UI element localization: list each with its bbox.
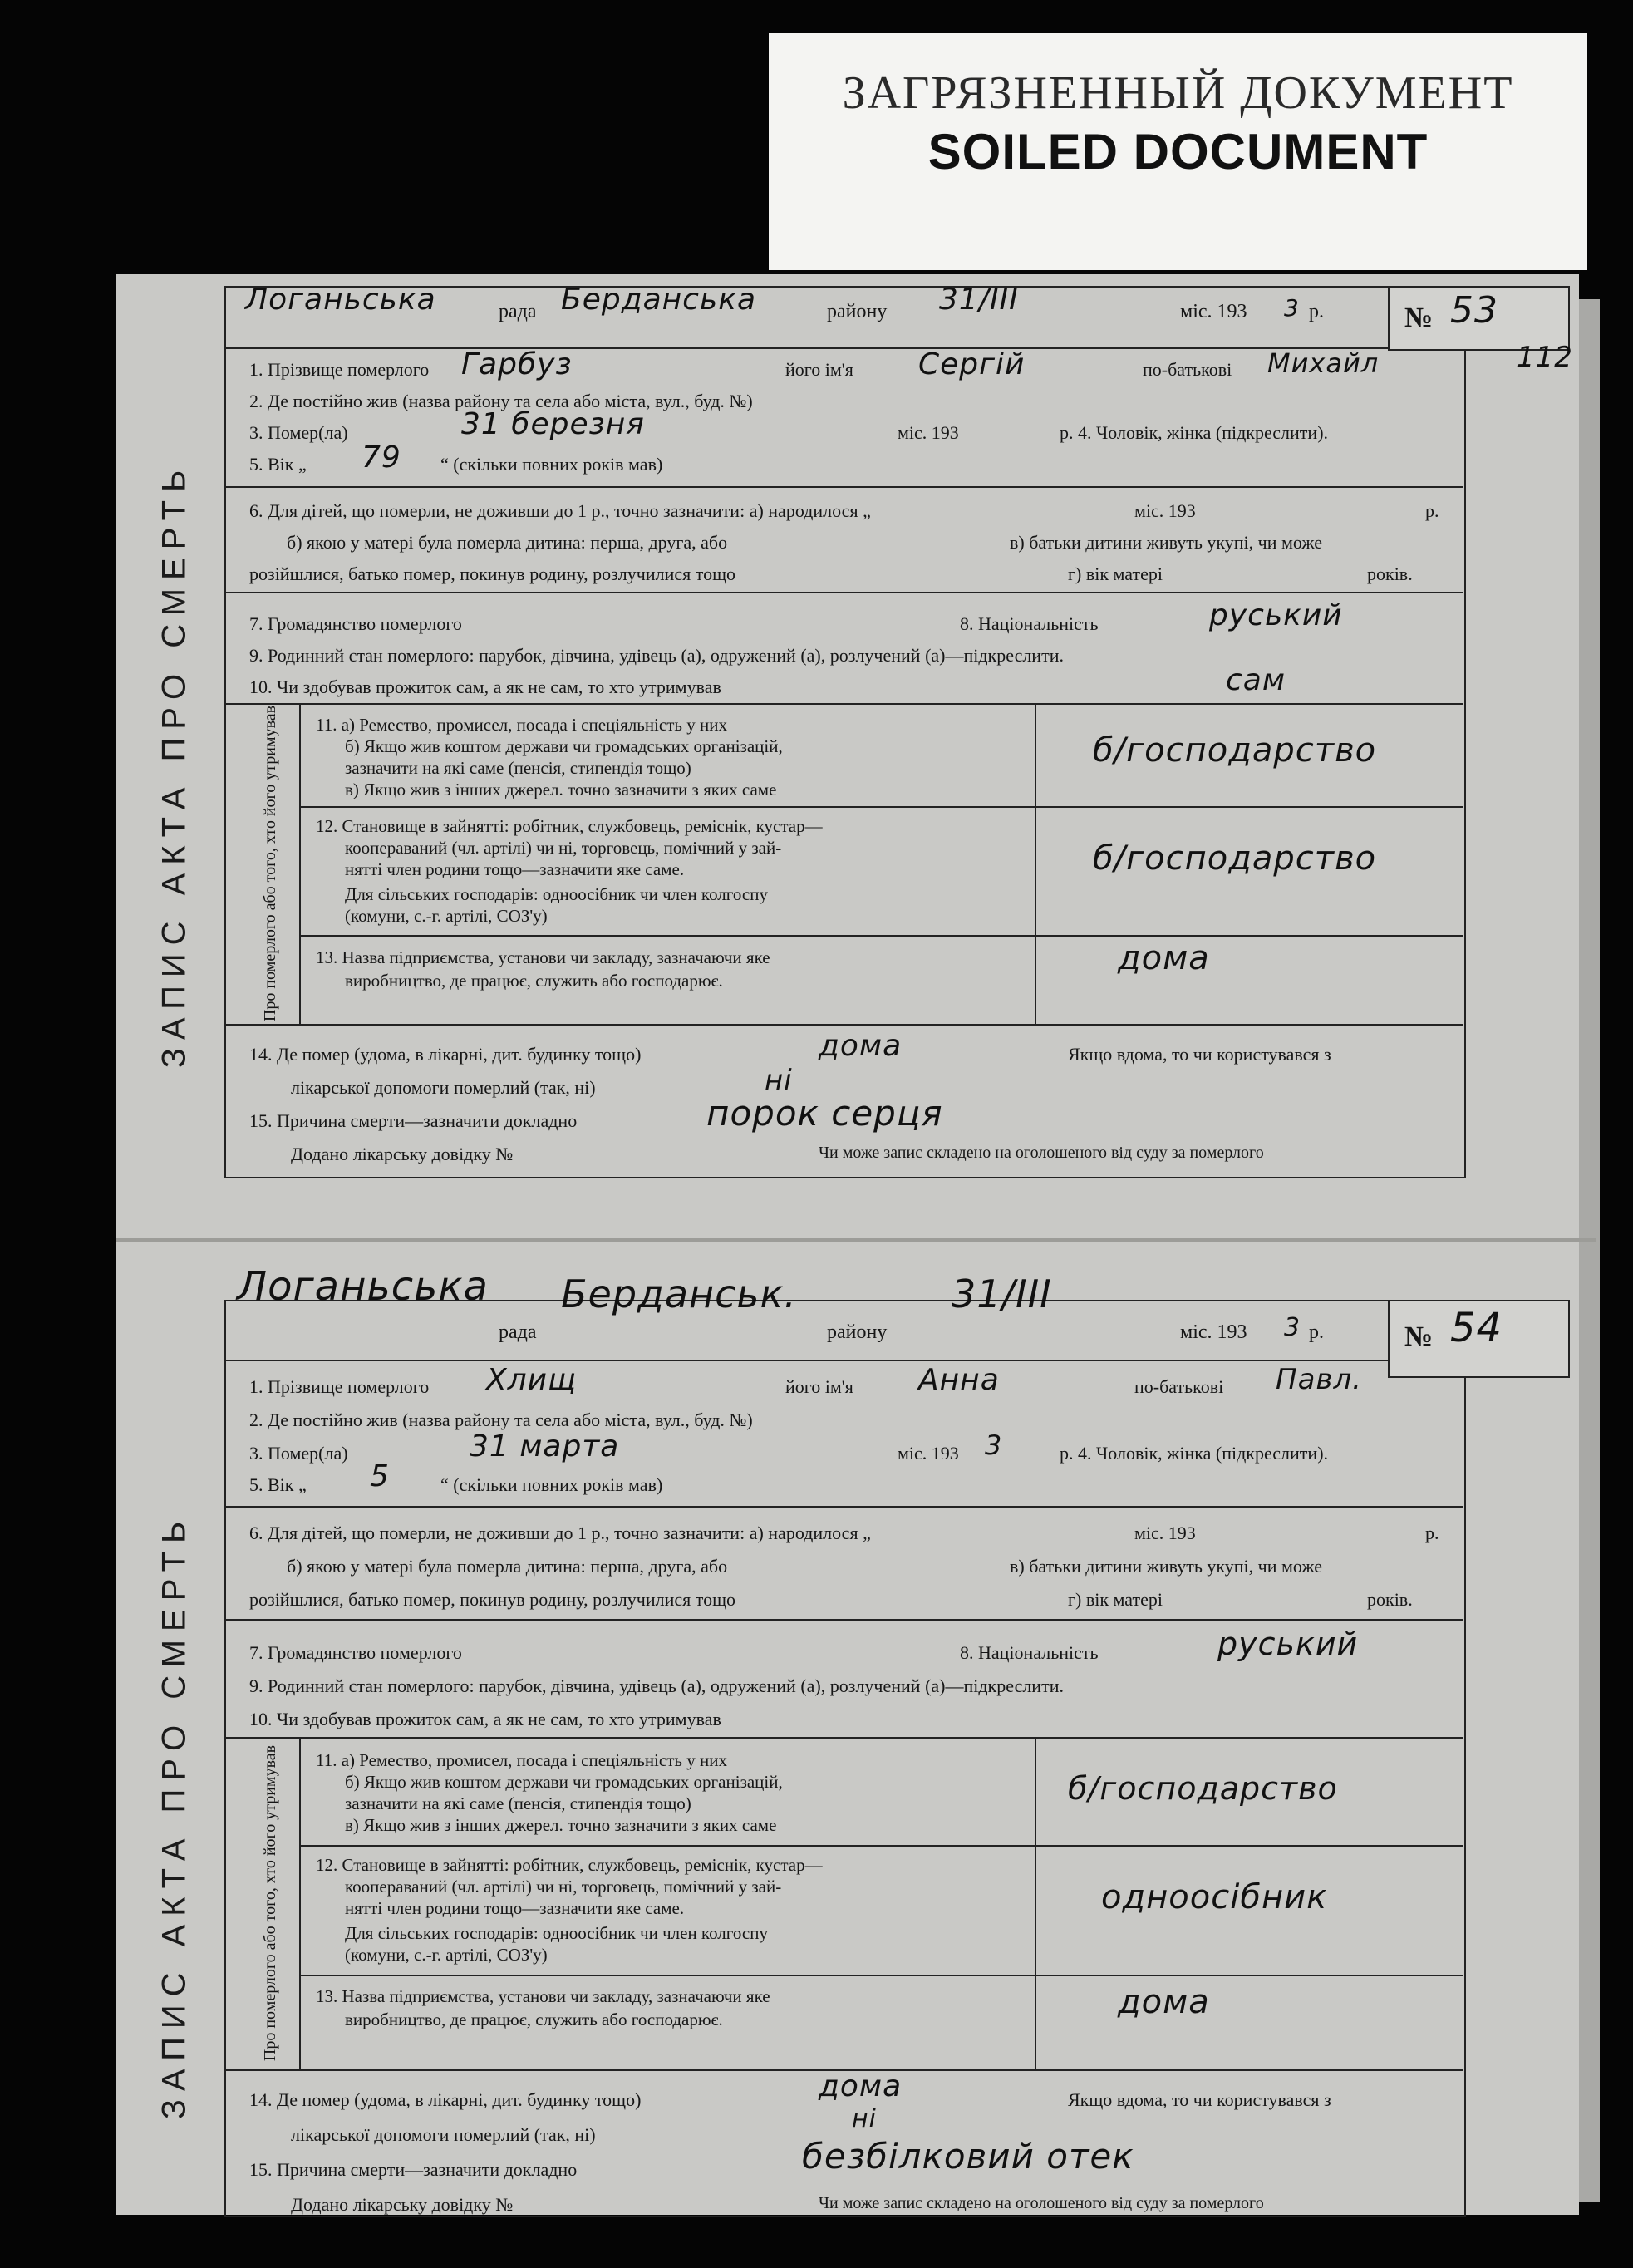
- support: сам: [1226, 663, 1286, 697]
- line-14b-label: Якщо вдома, то чи користувався з: [1068, 1044, 1331, 1065]
- line-12c: нятті член родини тощо—зазначити яке саме.: [345, 1898, 685, 1918]
- form-side-title: ЗАПИС АКТА ПРО СМЕРТЬ: [155, 461, 193, 1068]
- handwritten-day: 31/III: [939, 283, 1019, 317]
- divider: [299, 1845, 1463, 1847]
- occupation-value: б/господарство: [1068, 1770, 1338, 1807]
- handwritten-selrada: Логаньська: [237, 1263, 489, 1310]
- divider: [224, 1024, 1463, 1026]
- line-6c-label: в) батьки дитини живуть укупі, чи може: [1010, 1556, 1323, 1577]
- handwritten-rayon: Берданськ.: [561, 1272, 797, 1316]
- line-14b-label: Якщо вдома, то чи користувався з: [1068, 2089, 1331, 2110]
- line-11b: б) Якщо жив коштом держави чи громадських організацій,: [345, 736, 783, 756]
- month-label-3: міс. 193: [898, 422, 959, 443]
- line-12c: нятті член родини тощо—зазначити яке саме.: [345, 859, 685, 879]
- death-record-form-2: [121, 1263, 1571, 2227]
- age-note: “ (скільки повних років мав): [440, 454, 663, 475]
- medical-help: ні: [852, 2104, 877, 2133]
- rayon-label: району: [827, 1321, 888, 1343]
- divider: [224, 1360, 1388, 1361]
- year-digit: 3: [1284, 294, 1300, 322]
- divider: [1035, 1737, 1036, 2069]
- line-8-label: 8. Національність: [960, 613, 1099, 634]
- mother-age-label: г) вік матері: [1068, 1589, 1163, 1610]
- line-7-label: 7. Громадянство померлого: [249, 1642, 462, 1663]
- divider: [299, 1975, 1463, 1976]
- line-1-label: 1. Прізвище померлого: [249, 1376, 430, 1397]
- death-place: дома: [819, 2069, 903, 2103]
- divider: [224, 1619, 1463, 1621]
- surname: Хлищ: [486, 1363, 577, 1397]
- workplace-value: дома: [1118, 939, 1210, 977]
- line-6-r: р.: [1425, 1523, 1439, 1543]
- patronymic-label: по-батькові: [1143, 359, 1232, 380]
- line-12b: коопераваний (чл. артілі) чи ні, торговець, помічний у зай-: [345, 1877, 782, 1897]
- line-3-label: 3. Помер(ла): [249, 422, 348, 443]
- divider: [224, 486, 1463, 488]
- death-place: дома: [819, 1029, 903, 1063]
- line-12a: 12. Становище в зайнятті: робітник, службовець, реміснік, кустар—: [316, 816, 823, 836]
- line-14c-label: лікарської допомоги померлий (так, ні): [291, 2124, 596, 2145]
- line-12a: 12. Становище в зайнятті: робітник, службовець, реміснік, кустар—: [316, 1855, 823, 1875]
- divider: [224, 592, 1463, 593]
- death-cause: порок серця: [706, 1093, 943, 1134]
- line-14-label: 14. Де помер (удома, в лікарні, дит. будинку тощо): [249, 2089, 642, 2110]
- line-11c: зазначити на які саме (пенсія, стипендія тощо): [345, 1793, 691, 1813]
- line-6b-label: б) якою у матері була померла дитина: перша, друга, або: [287, 532, 728, 553]
- divider: [1035, 703, 1036, 1024]
- handwritten-rayon: Берданська: [561, 283, 756, 317]
- court-label: Чи може запис складено на оголошеного від суду за померлого: [819, 1144, 1264, 1162]
- page-fold: [116, 1238, 1596, 1242]
- name-label: його ім'я: [785, 1376, 853, 1397]
- certificate-label: Додано лікарську довідку №: [291, 1144, 514, 1164]
- extra-number: 112: [1517, 341, 1573, 374]
- line-1-label: 1. Прізвище померлого: [249, 359, 430, 380]
- line-12d: Для сільських господарів: одноосібник чи член колгоспу: [345, 1923, 768, 1943]
- divider: [224, 347, 1388, 349]
- death-record-form-1: [121, 283, 1571, 1197]
- line-9-label: 9. Родинний стан померлого: парубок, дівчина, удівець (а), одружений (а), розлучений (а)—підкреслити.: [249, 1675, 1064, 1696]
- line-6-label: 6. Для дітей, що померли, не доживши до 1 р., точно зазначити: а) народилося „: [249, 500, 871, 521]
- month-year-label: міс. 193: [1180, 1321, 1247, 1343]
- death-date: 31 березня: [461, 407, 645, 441]
- line-13b: виробництво, де працює, служить або господарює.: [345, 2010, 723, 2029]
- nationality: руський: [1209, 598, 1343, 632]
- line-6b-label: б) якою у матері була померла дитина: перша, друга, або: [287, 1556, 728, 1577]
- r-label: р.: [1309, 301, 1324, 322]
- line-11a: 11. а) Ремество, промисел, посада і спеціяльність у них: [316, 715, 727, 735]
- line-6-month: міс. 193: [1134, 500, 1196, 521]
- month-label-3: міс. 193: [898, 1443, 959, 1464]
- divider: [299, 1737, 301, 2069]
- rayon-label: району: [827, 301, 888, 322]
- line-13b: виробництво, де працює, служить або господарює.: [345, 971, 723, 991]
- line-2-label: 2. Де постійно жив (назва району та села або міста, вул., буд. №): [249, 1410, 753, 1430]
- line-11b: б) Якщо жив коштом держави чи громадських організацій,: [345, 1772, 783, 1792]
- line-11a: 11. а) Ремество, промисел, посада і спеціяльність у них: [316, 1750, 727, 1770]
- line-6d-label: розійшлися, батько помер, покинув родину, розлучилися тощо: [249, 1589, 736, 1610]
- employment-status-value: одноосібник: [1101, 1878, 1328, 1916]
- label-english: SOILED DOCUMENT: [927, 124, 1429, 180]
- occupation-value: б/господарство: [1093, 731, 1377, 770]
- divider: [299, 703, 301, 1024]
- line-6d-label: розійшлися, батько помер, покинув родину, розлучилися тощо: [249, 563, 736, 584]
- workplace-value: дома: [1118, 1983, 1210, 2021]
- line-7-label: 7. Громадянство померлого: [249, 613, 462, 634]
- line-11c: зазначити на які саме (пенсія, стипендія тощо): [345, 758, 691, 778]
- line-12e: (комуни, с.-г. артілі, СОЗ'у): [345, 906, 548, 926]
- line-6-month: міс. 193: [1134, 1523, 1196, 1543]
- patronymic-label: по-батькові: [1134, 1376, 1224, 1397]
- line-10-label: 10. Чи здобував прожиток сам, а як не сам, то хто утримував: [249, 676, 721, 697]
- line-8-label: 8. Національність: [960, 1642, 1099, 1663]
- line-12b: коопераваний (чл. артілі) чи ні, торговець, помічний у зай-: [345, 838, 782, 858]
- soiled-document-label: [769, 33, 1587, 270]
- label-russian: ЗАГРЯЗНЕННЫЙ ДОКУМЕНТ: [842, 67, 1514, 119]
- court-label: Чи може запис складено на оголошеного від суду за померлого: [819, 2194, 1264, 2212]
- years-label: років.: [1367, 1589, 1413, 1610]
- month-year-label: міс. 193: [1180, 301, 1247, 322]
- handwritten-day: 31/III: [952, 1272, 1052, 1316]
- line-6-label: 6. Для дітей, що померли, не доживши до 1 р., точно зазначити: а) народилося „: [249, 1523, 871, 1543]
- sex-label: р. 4. Чоловік, жінка (підкреслити).: [1060, 1443, 1329, 1464]
- divider: [224, 703, 1463, 705]
- age: 79: [362, 440, 401, 475]
- line-15-label: 15. Причина смерти—зазначити докладно: [249, 1110, 578, 1131]
- name: Сергій: [918, 347, 1026, 381]
- employment-status-value: б/господарство: [1093, 839, 1377, 878]
- year-digit: 3: [1284, 1313, 1301, 1342]
- line-6c-label: в) батьки дитини живуть укупі, чи може: [1010, 532, 1323, 553]
- divider: [299, 935, 1463, 937]
- death-cause: безбілковий отек: [802, 2136, 1134, 2177]
- occupation-side-label: Про померлого або того, хто його утримував: [261, 705, 279, 1022]
- number-sign: №: [1404, 303, 1434, 333]
- line-12e: (комуни, с.-г. артілі, СОЗ'у): [345, 1945, 548, 1965]
- divider: [224, 1737, 1463, 1739]
- nationality: руський: [1217, 1626, 1359, 1662]
- line-6-r: р.: [1425, 500, 1439, 521]
- occupation-side-label: Про померлого або того, хто його утримував: [261, 1744, 279, 2062]
- death-year-digit: 3: [985, 1429, 1003, 1461]
- handwritten-selrada: Логаньська: [245, 283, 436, 317]
- line-11d: в) Якщо жив з інших джерел. точно зазначити з яких саме: [345, 780, 777, 799]
- line-5-label: 5. Вік „: [249, 454, 307, 475]
- years-label: років.: [1367, 563, 1413, 584]
- surname: Гарбуз: [461, 347, 573, 381]
- line-14c-label: лікарської допомоги померлий (так, ні): [291, 1077, 596, 1098]
- age-note: “ (скільки повних років мав): [440, 1474, 663, 1495]
- record-number: 53: [1450, 289, 1498, 332]
- name: Анна: [918, 1363, 1000, 1397]
- divider: [299, 806, 1463, 808]
- patronymic: Павл.: [1276, 1363, 1362, 1396]
- age: 5: [370, 1459, 390, 1493]
- certificate-label: Додано лікарську довідку №: [291, 2194, 514, 2215]
- line-11d: в) Якщо жив з інших джерел. точно зазначити з яких саме: [345, 1815, 777, 1835]
- line-15-label: 15. Причина смерти—зазначити докладно: [249, 2159, 578, 2180]
- line-2-label: 2. Де постійно жив (назва району та села або міста, вул., буд. №): [249, 391, 753, 411]
- rada-label: рада: [499, 301, 537, 322]
- death-date: 31 марта: [470, 1429, 620, 1464]
- record-number: 54: [1450, 1305, 1503, 1351]
- line-13a: 13. Назва підприємства, установи чи закладу, зазначаючи яке: [316, 1986, 770, 2006]
- line-14-label: 14. Де помер (удома, в лікарні, дит. будинку тощо): [249, 1044, 642, 1065]
- line-9-label: 9. Родинний стан померлого: парубок, дівчина, удівець (а), одружений (а), розлучений (а)—підкреслити.: [249, 645, 1064, 666]
- sex-label: р. 4. Чоловік, жінка (підкреслити).: [1060, 422, 1329, 443]
- r-label: р.: [1309, 1321, 1324, 1343]
- rada-label: рада: [499, 1321, 537, 1343]
- line-13a: 13. Назва підприємства, установи чи закладу, зазначаючи яке: [316, 947, 770, 967]
- divider: [224, 1506, 1463, 1508]
- patronymic: Михайл: [1267, 347, 1380, 379]
- form-side-title: ЗАПИС АКТА ПРО СМЕРТЬ: [155, 1513, 193, 2119]
- line-12d: Для сільських господарів: одноосібник чи член колгоспу: [345, 884, 768, 904]
- line-3-label: 3. Помер(ла): [249, 1443, 348, 1464]
- medical-help: ні: [765, 1064, 793, 1097]
- mother-age-label: г) вік матері: [1068, 563, 1163, 584]
- line-10-label: 10. Чи здобував прожиток сам, а як не сам, то хто утримував: [249, 1709, 721, 1729]
- name-label: його ім'я: [785, 359, 853, 380]
- number-sign: №: [1404, 1321, 1434, 1352]
- line-5-label: 5. Вік „: [249, 1474, 307, 1495]
